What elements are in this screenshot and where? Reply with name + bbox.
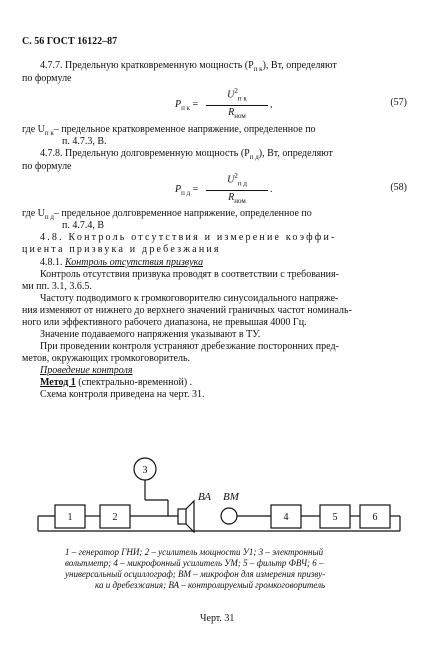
caption-line1: 1 – генератор ГНИ; 2 – усилитель мощности У1; 3 – электронный — [65, 547, 324, 557]
loudspeaker-ba — [178, 509, 186, 524]
para-481-p2a: Частоту подводимого к громкоговорителю синусоидального напряже- — [40, 293, 339, 304]
eq-57-number: (57) — [390, 97, 407, 108]
para-477-line2: по формуле — [22, 73, 72, 84]
where-478-line1: где $U_{п д}-$ предельное долговременное напряжение, определенное по — [22, 208, 312, 221]
formula-58-denominator: $R_{ном}$ — [228, 192, 246, 206]
formula-57-numerator: $U^2_{п к}$ — [206, 85, 268, 106]
para-481-p4b: метов, окружающих громкоговоритель. — [22, 353, 190, 364]
caption-line4: ка и дребезжания; ВА – контролируемый громкоговоритель — [95, 580, 326, 590]
formula-57-denominator: $R_{ном}$ — [228, 107, 246, 121]
block-2-label: 2 — [112, 512, 118, 523]
where-477-line2: п. 4.7.3, В. — [62, 136, 107, 147]
page-header: С. 56 ГОСТ 16122–87 — [22, 36, 118, 47]
para-481-p4a: При проведении контроля устраняют дребезжание посторонних пред- — [40, 341, 339, 352]
formula-58-lhs: $P_{п д}$ = — [175, 184, 199, 197]
para-481-p2c: ного или эффективного рабочего диапазона, не превышая 4000 Гц. — [22, 317, 307, 328]
para-478-line1: 4.7.8. Предельную долговременную мощность $(P_{п д})$, Вт, определяют — [40, 148, 333, 161]
bm-label: ВМ — [223, 491, 239, 503]
para-481-p2b: ния изменяют от нижнего до верхнего значений граничных частот номиналь- — [22, 305, 352, 316]
microphone-bm — [221, 508, 237, 524]
para-478-line2: по формуле — [22, 161, 72, 172]
ba-label: ВА — [198, 491, 212, 503]
para-481-p1: Контроль отсутствия призвука проводят в соответствии с требования- — [40, 269, 339, 280]
block-6-label: 6 — [372, 512, 378, 523]
where-478-line2: п. 4.7.4, В — [62, 220, 105, 231]
block-4-label: 4 — [283, 512, 289, 523]
method-1-line: Метод 1 (спектрально-временной) . — [40, 377, 193, 388]
figure-label: Черт. 31 — [200, 613, 235, 624]
scheme-reference: Схема контроля приведена на черт. 31. — [40, 389, 205, 400]
caption-line2: вольтметр; 4 – микрофонный усилитель УМ; 5 – фильтр ФВЧ; 6 – — [65, 558, 324, 568]
eq-58-number: (58) — [390, 182, 407, 193]
formula-58-numerator: $U^2_{п д}$ — [206, 170, 268, 191]
para-481-p3: Значение подаваемого напряжения указывают в ТУ. — [40, 329, 261, 340]
para-481-p1b: ми пп. 3.1, 3.6.5. — [22, 281, 92, 292]
block-1-label: 1 — [67, 512, 73, 523]
subsection-481: 4.8.1. Контроль отсутствия призвука — [40, 257, 204, 268]
block-3-label: 3 — [142, 465, 148, 476]
para-477-line1: 4.7.7. Предельную кратковременную мощность $(P_{п к})$, Вт, определяют — [40, 60, 337, 73]
procedure-heading: Проведение контроля — [40, 365, 133, 376]
where-477-line1: где $U_{п к}-$ предельное кратковременное напряжение, определенное по — [22, 124, 316, 137]
formula-57-lhs: $P_{п к}$ = — [175, 99, 199, 112]
block-5-label: 5 — [332, 512, 338, 523]
section-48-title-line1: 4.8. Контроль отсутствия и измерение коэффи- — [40, 232, 337, 243]
section-48-title-line2: циента призвука и дребезжания — [22, 244, 221, 255]
caption-line3: универсальный осциллограф; ВМ – микрофон для измерения призву- — [65, 569, 326, 579]
